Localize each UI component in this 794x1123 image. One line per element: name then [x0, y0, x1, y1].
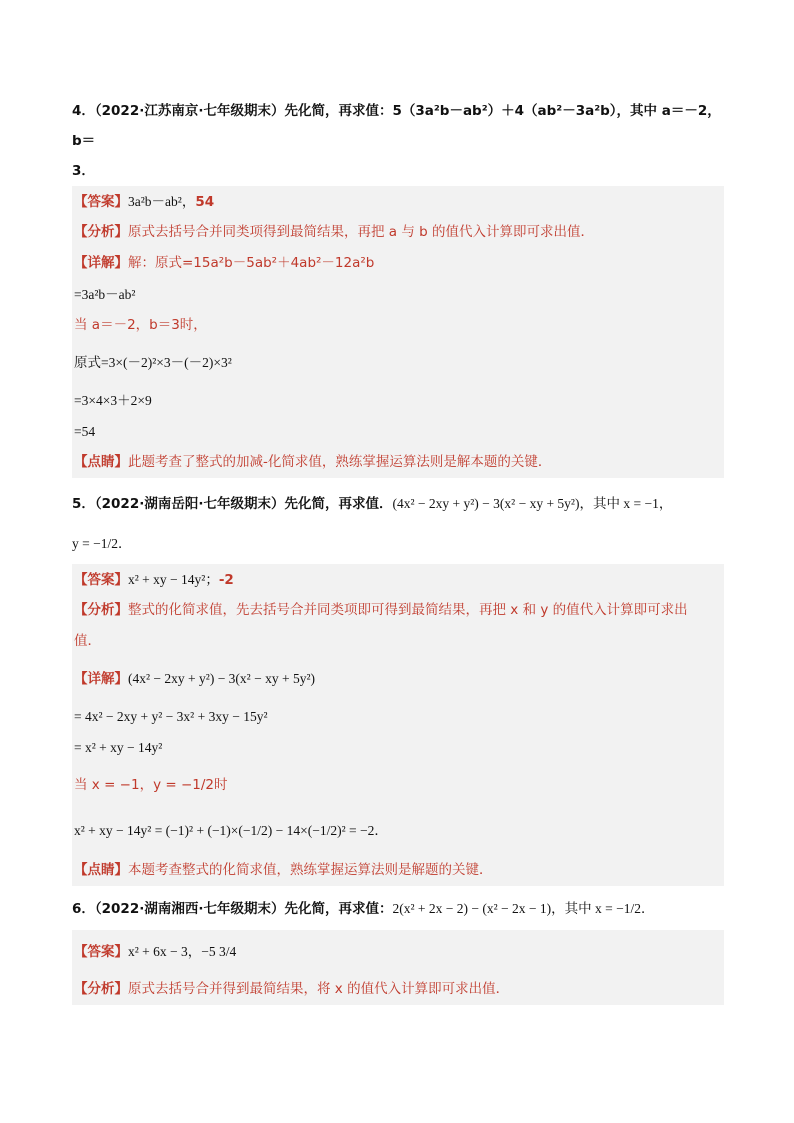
question-5-condition: ，其中 x = −1，	[579, 496, 673, 511]
question-5-expression: (4x² − 2xy + y²) − 3(x² − xy + 5y²)	[392, 496, 580, 511]
detail-text: 解：原式=15a²b－5ab²＋4ab²－12a²b	[128, 255, 375, 271]
q4-comment-line	[72, 447, 724, 478]
comment-text: 此题考查了整式的加减-化简求值，熟练掌握运算法则是解本题的关键．	[128, 454, 552, 470]
q5-step-4: x² + xy − 14y² = (−1)² + (−1)×(−1/2) − 14×(−1/2)² = −2．	[74, 823, 388, 838]
detail-tag: 【详解】	[74, 255, 128, 271]
comment-tag: 【点睛】	[74, 454, 128, 470]
analysis-tag: 【分析】	[74, 224, 128, 240]
answer-value: −5 3/4	[201, 944, 237, 959]
q4-step-5: =54	[74, 424, 96, 439]
detail-expression: (4x² − 2xy + y²) − 3(x² − xy + 5y²)	[128, 671, 315, 686]
q5-step-3: 当 x = −1，y = −1/2时	[74, 777, 228, 793]
analysis-text: 整式的化简求值，先去括号合并同类项即可得到最简结果，再把 x 和 y 的值代入计算即可求出	[128, 602, 688, 618]
q5-analysis-cont: 值．	[74, 633, 101, 649]
q5-answer-line	[72, 564, 724, 595]
answer-value: 54	[195, 194, 215, 210]
question-4	[72, 96, 724, 186]
question-5-condition-cont: y = −1/2．	[72, 536, 132, 551]
q4-answer-line	[72, 186, 724, 217]
answer-value: -2	[218, 572, 234, 588]
answer-tag: 【答案】	[74, 194, 128, 210]
q4-step-4: =3×4×3＋2×9	[74, 393, 152, 408]
answer-expression: x² + 6x − 3，	[128, 944, 202, 959]
analysis-text: 原式去括号合并同类项得到最简结果，再把 a 与 b 的值代入计算即可求出值．	[128, 224, 595, 240]
analysis-tag: 【分析】	[74, 602, 128, 618]
q4-detail-line	[72, 248, 724, 279]
q5-solution	[72, 564, 724, 886]
q5-detail-line	[72, 657, 724, 701]
q6-analysis-line	[72, 974, 724, 1005]
question-4-text: 4．（2022·江苏南京·七年级期末）先化简，再求值：5（3a²b－ab²）＋4（ab²－3a²b），其中 a＝－2，b＝	[72, 103, 721, 149]
question-6	[72, 888, 724, 930]
q4-step-1: =3a²b－ab²	[74, 287, 136, 302]
q5-comment-line	[72, 855, 724, 886]
answer-tag: 【答案】	[74, 944, 128, 960]
question-5	[72, 484, 724, 564]
answer-expression: x² + xy − 14y²；	[128, 572, 219, 587]
answer-tag: 【答案】	[74, 572, 128, 588]
q4-analysis-line	[72, 217, 724, 248]
question-5-text: 5．（2022·湖南岳阳·七年级期末）先化简，再求值．	[72, 496, 393, 512]
q6-answer-line	[72, 930, 724, 974]
question-6-expression: 2(x² + 2x − 2) − (x² − 2x − 1)	[392, 901, 552, 916]
q5-step-2: = x² + xy − 14y²	[74, 740, 163, 755]
question-6-text: 6．（2022·湖南湘西·七年级期末）先化简，再求值：	[72, 901, 393, 917]
question-6-condition: ，其中 x = −1/2．	[551, 901, 655, 916]
analysis-tag: 【分析】	[74, 981, 128, 997]
q5-analysis-line	[72, 595, 724, 626]
q4-step-2: 当 a＝－2，b＝3时，	[74, 317, 207, 333]
comment-text: 本题考查整式的化简求值，熟练掌握运算法则是解题的关键．	[128, 862, 493, 878]
q4-step-3: 原式=3×(－2)²×3－(－2)×3²	[74, 355, 232, 370]
analysis-text: 原式去括号合并得到最简结果，将 x 的值代入计算即可求出值．	[128, 981, 510, 997]
q5-step-1: = 4x² − 2xy + y² − 3x² + 3xy − 15y²	[74, 709, 268, 724]
document-page	[72, 96, 724, 1005]
detail-tag: 【详解】	[74, 671, 128, 687]
question-4-text-cont: 3．	[72, 163, 95, 179]
answer-expression: 3a²b－ab²，	[128, 194, 196, 209]
q6-solution	[72, 930, 724, 1005]
q4-solution	[72, 186, 724, 478]
comment-tag: 【点睛】	[74, 862, 128, 878]
